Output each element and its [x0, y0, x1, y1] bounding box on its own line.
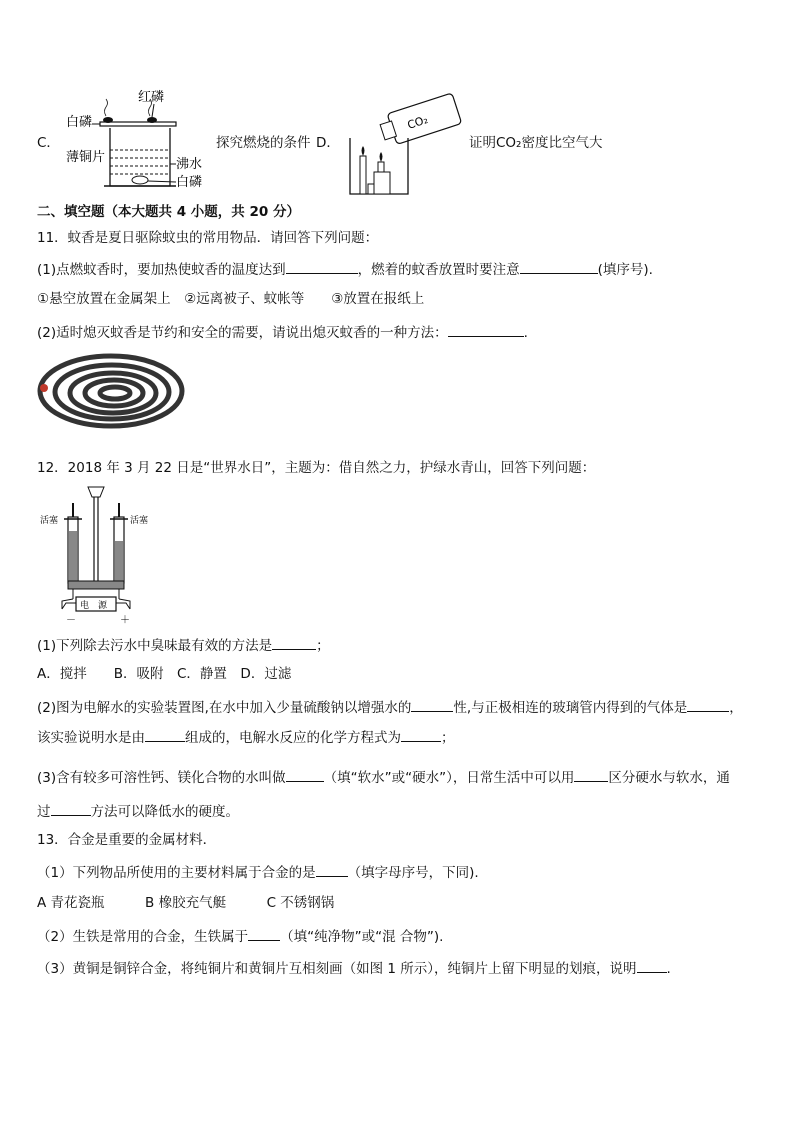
- answer-blank[interactable]: [316, 862, 348, 877]
- q12-p2-text-a: (2)图为电解水的实验装置图,在水中加入少量硫酸钠以增强水的: [37, 700, 412, 716]
- q13-part2: [37, 926, 443, 946]
- answer-blank[interactable]: [286, 767, 324, 782]
- q11-p1-text-c: (填序号).: [597, 262, 653, 278]
- copper-sheet-label: 薄铜片: [66, 150, 106, 165]
- q11-p1-text-b: ，燃着的蚊香放置时要注意: [357, 262, 520, 278]
- q13-p3-text-a: （3）黄铜是铜锌合金，将纯铜片和黄铜片互相刻画（如图 1 所示），纯铜片上留下明显的划痕，说明: [37, 961, 637, 977]
- left-valve-label: 活塞: [40, 516, 59, 526]
- section-title: 二、填空题（本大题共 4 小题，共 20 分）: [37, 204, 300, 220]
- right-valve-label: 活塞: [130, 516, 149, 526]
- combustion-apparatus-figure: [64, 88, 214, 198]
- q12-stem: 12．2018 年 3 月 22 日是“世界水日”，主题为：借自然之力，护绿水青山，回答下列问题：: [37, 460, 596, 476]
- minus-terminal-label: －: [66, 615, 76, 625]
- q12-p3-text-d: 过: [37, 804, 51, 820]
- q12-part1: [37, 635, 330, 655]
- co2-bottle-label: CO₂: [405, 113, 430, 132]
- answer-blank[interactable]: [286, 259, 358, 274]
- plus-terminal-label: ＋: [120, 615, 130, 625]
- q12-part3-line1: [37, 767, 730, 787]
- option-d-caption: 证明CO₂密度比空气大: [469, 135, 603, 151]
- q12-p2-text-b: 性,与正极相连的玻璃管内得到的气体是: [453, 700, 688, 716]
- q12-p2-text-f: ；: [441, 730, 455, 746]
- q12-p3-text-b: （填“软水”或“硬水”），日常生活中可以用: [323, 770, 575, 786]
- q12-p2-text-e: 组成的，电解水反应的化学方程式为: [185, 730, 401, 746]
- q13-p2-text-b: （填“纯净物”或“混 合物”).: [280, 929, 444, 945]
- white-phosphorus-bottom-label: 白磷: [176, 175, 203, 190]
- q13-p1-text-a: （1）下列物品所使用的主要材料属于合金的是: [37, 865, 316, 881]
- mosquito-coil-image: [36, 352, 186, 430]
- q11-options: ①悬空放置在金属架上 ②远离被子、蚊帐等 ③放置在报纸上: [37, 291, 425, 307]
- answer-blank[interactable]: [411, 697, 453, 712]
- answer-blank[interactable]: [401, 727, 441, 742]
- water-electrolysis-figure: [38, 483, 168, 625]
- q13-part1-options: A 青花瓷瓶 B 橡胶充气艇 C 不锈钢锅: [37, 895, 335, 911]
- q12-part2-line2: [37, 727, 455, 747]
- q11-p2-text-b: .: [523, 325, 528, 341]
- q12-part2-line1: [37, 697, 743, 717]
- option-c-caption: 探究燃烧的条件: [216, 135, 311, 151]
- power-supply-label: 电 源: [80, 601, 108, 611]
- q12-p3-text-a: (3)含有较多可溶性钙、镁化合物的水叫做: [37, 770, 286, 786]
- q13-stem: 13．合金是重要的金属材料．: [37, 832, 217, 848]
- q12-p2-text-d: 该实验说明水是由: [37, 730, 145, 746]
- q11-part1: [37, 259, 653, 279]
- q12-p3-text-e: 方法可以降低水的硬度。: [90, 804, 239, 820]
- q11-p1-text-a: (1)点燃蚊香时，要加热使蚊香的温度达到: [37, 262, 286, 278]
- option-d-letter: D．: [316, 135, 340, 151]
- option-c-letter: C．: [37, 135, 60, 151]
- red-phosphorus-label: 红磷: [138, 90, 165, 105]
- answer-blank[interactable]: [637, 958, 667, 973]
- answer-blank[interactable]: [520, 259, 598, 274]
- white-phosphorus-top-label: 白磷: [66, 115, 93, 130]
- q12-part1-options: A．搅拌 B．吸附 C．静置 D．过滤: [37, 666, 292, 682]
- q13-p1-text-b: （填字母序号，下同).: [347, 865, 479, 881]
- answer-blank[interactable]: [145, 727, 185, 742]
- co2-density-figure: [340, 88, 465, 198]
- boiling-water-label: 沸水: [176, 157, 203, 172]
- q12-part3-line2: [37, 801, 239, 821]
- answer-blank[interactable]: [248, 926, 280, 941]
- answer-blank[interactable]: [574, 767, 608, 782]
- answer-blank[interactable]: [448, 322, 524, 337]
- q13-p2-text-a: （2）生铁是常用的合金，生铁属于: [37, 929, 249, 945]
- answer-blank[interactable]: [687, 697, 729, 712]
- q11-stem: 11．蚊香是夏日驱除蚊虫的常用物品．请回答下列问题：: [37, 230, 379, 246]
- q12-p1-end: ；: [316, 638, 330, 654]
- q13-p3-text-b: .: [666, 961, 671, 977]
- q12-p3-text-c: 区分硬水与软水，通: [608, 770, 730, 786]
- q12-p1-text: (1)下列除去污水中臭味最有效的方法是: [37, 638, 273, 654]
- q13-part1: [37, 862, 479, 882]
- q13-part3: [37, 958, 671, 978]
- q12-p2-text-c: ，: [729, 700, 743, 716]
- q11-p2-text-a: (2)适时熄灭蚊香是节约和安全的需要，请说出熄灭蚊香的一种方法：: [37, 325, 448, 341]
- answer-blank[interactable]: [51, 801, 91, 816]
- answer-blank[interactable]: [272, 635, 316, 650]
- q11-part2: [37, 322, 528, 342]
